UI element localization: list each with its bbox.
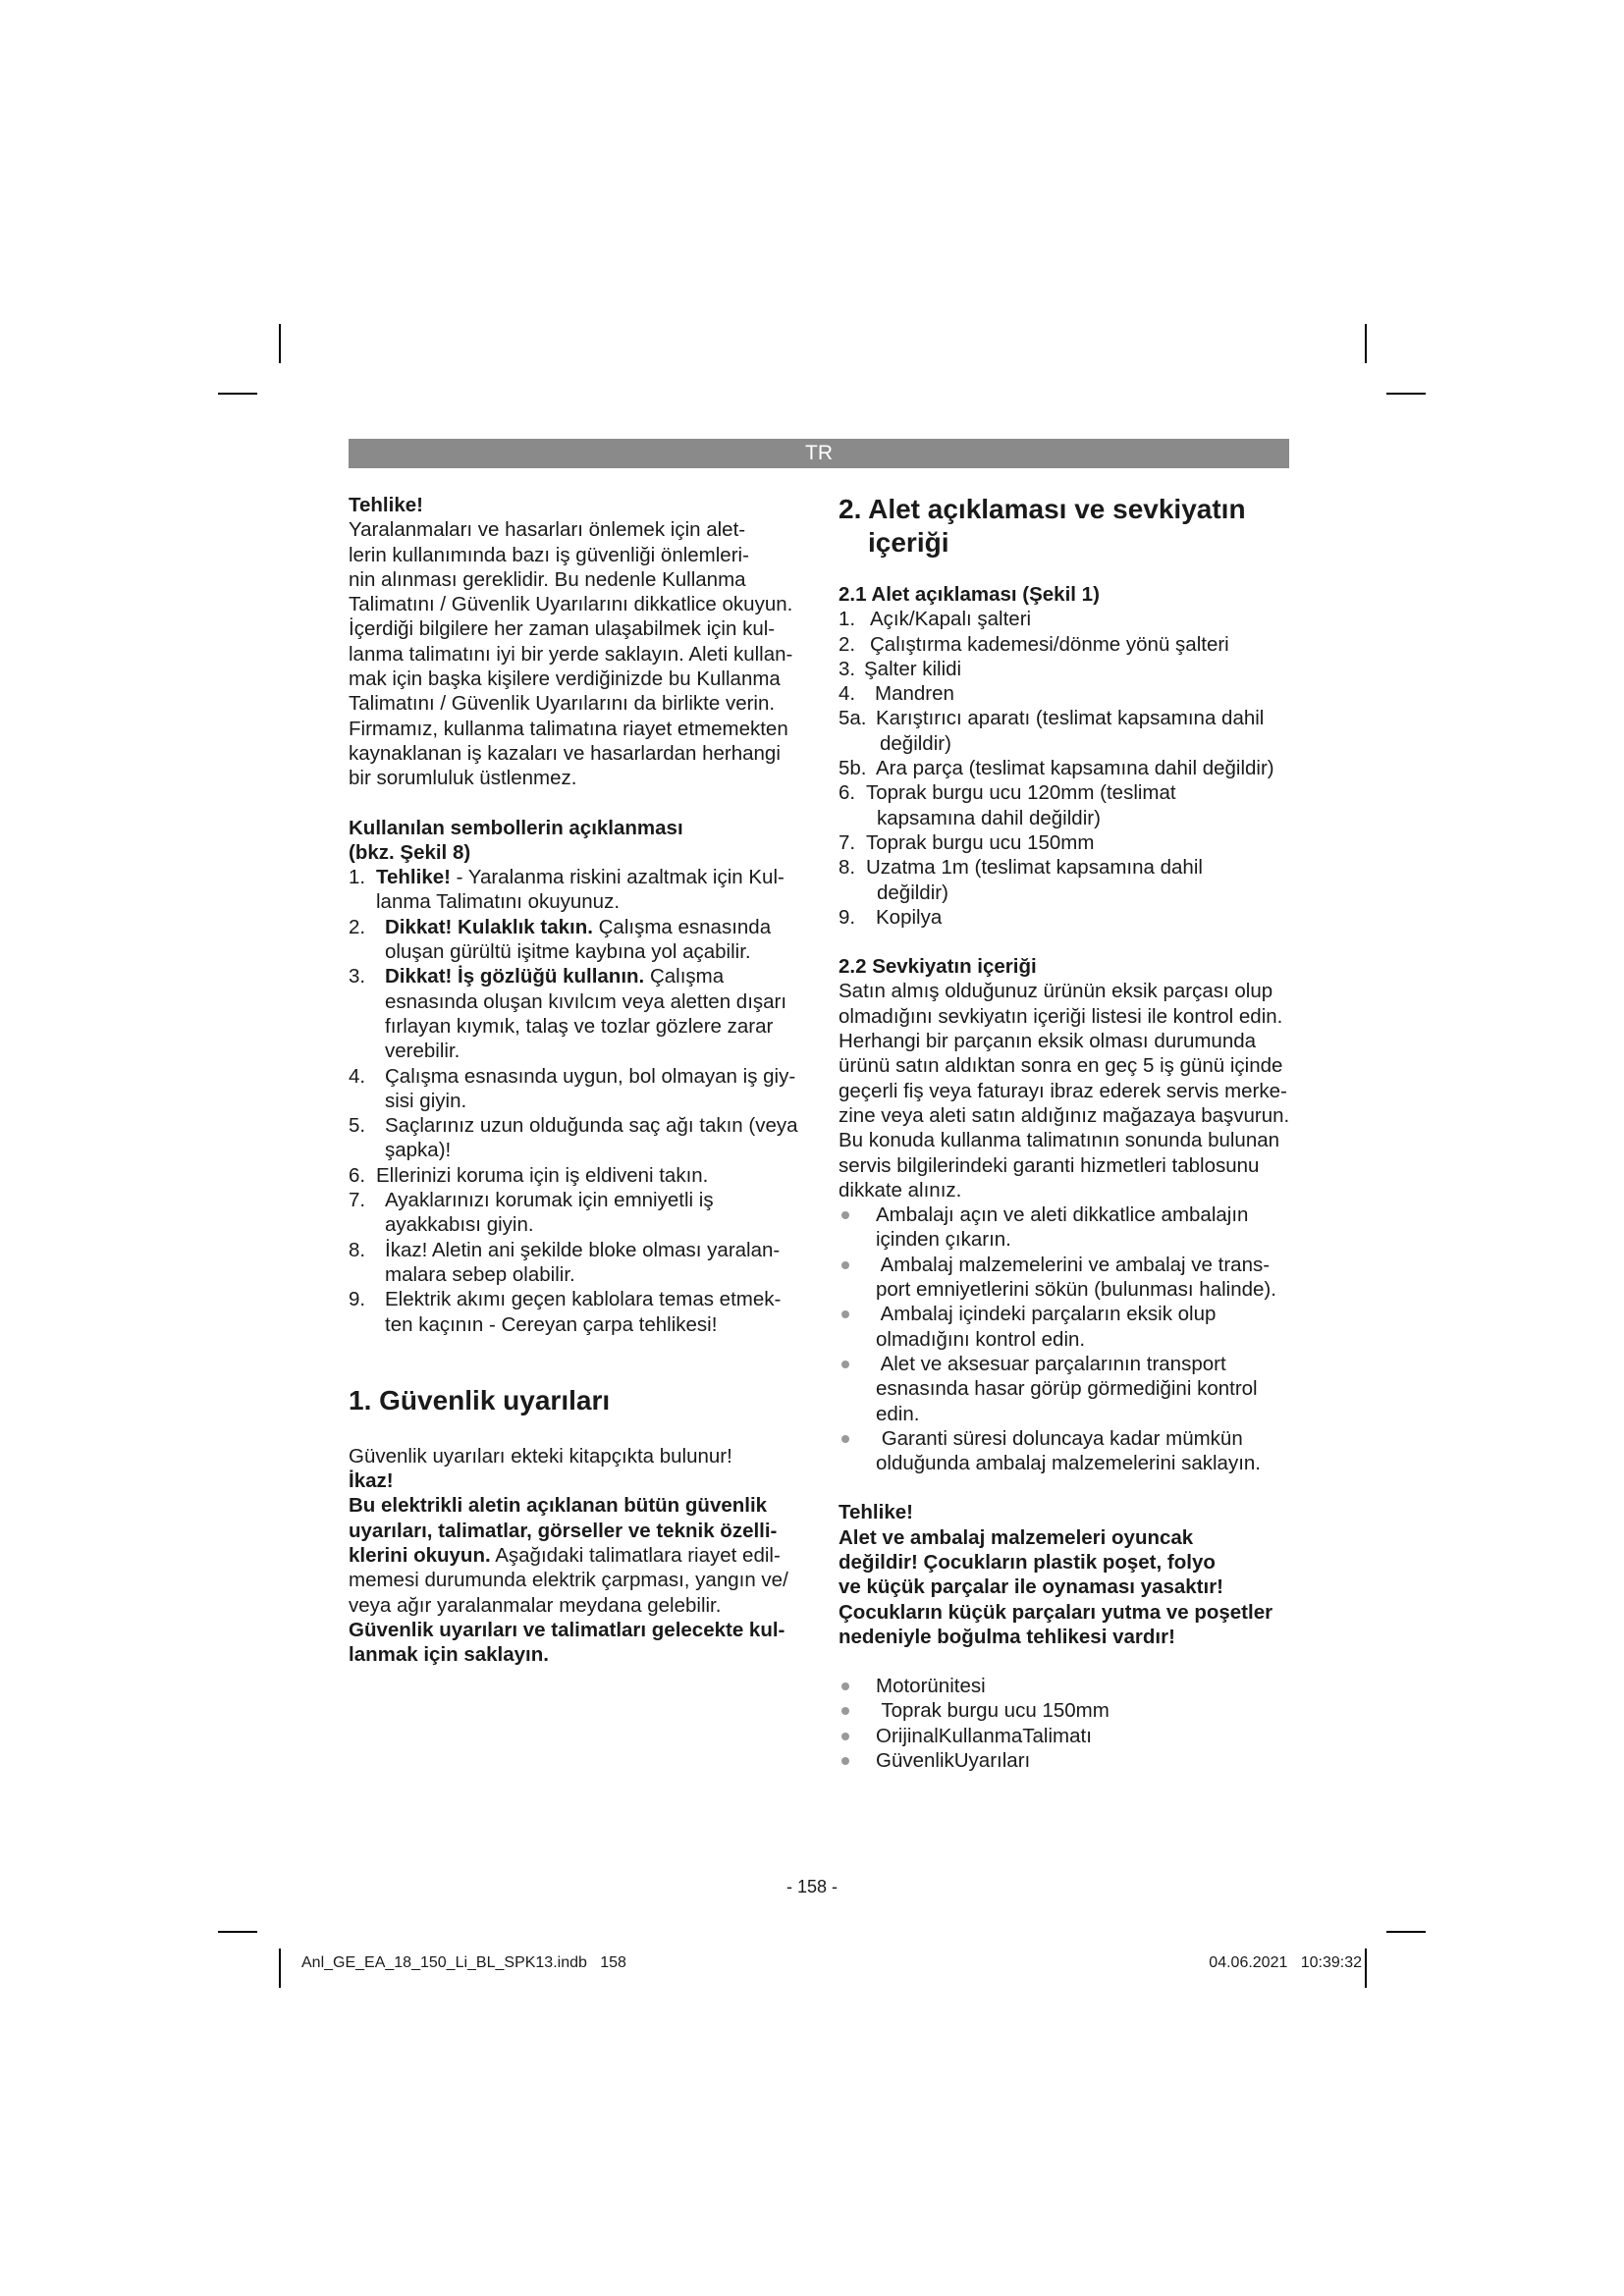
text-line: klerini okuyun.	[349, 1543, 491, 1567]
text-line: Firmamız, kullanma talimatına riayet etmemekten	[349, 717, 788, 740]
list-item	[839, 1352, 1300, 1426]
item-text: - Yaralanma riskini azaltmak için Kul-	[450, 866, 785, 889]
item-text: verebilir.	[385, 1040, 460, 1063]
list-item	[349, 915, 805, 965]
list-item	[349, 1064, 805, 1114]
list-item	[349, 1238, 805, 1288]
crop-mark	[218, 393, 257, 395]
item-text: Şalter kilidi	[864, 657, 962, 680]
item-number: 2.	[349, 915, 366, 938]
text-line: Alet ve ambalaj malzemeleri oyuncak	[839, 1525, 1194, 1549]
warning-label: İkaz!	[349, 1469, 394, 1493]
item-text: Ara parça (teslimat kapsamına dahil değildir)	[876, 757, 1274, 780]
item-text: port emniyetlerini sökün (bulunması halinde).	[876, 1278, 1276, 1302]
left-column	[349, 493, 805, 1667]
language-label: TR	[805, 442, 833, 464]
danger-paragraph	[349, 517, 805, 790]
bullet-icon	[841, 1707, 849, 1715]
item-text: Çalıştırma kademesi/dönme yönü şalteri	[870, 632, 1229, 656]
list-item	[839, 1748, 1300, 1773]
item-text: Uzatma 1m (teslimat kapsamına dahil	[866, 856, 1203, 880]
text-line: ve küçük parçalar ile oynaması yasaktır!	[839, 1575, 1224, 1599]
crop-mark	[279, 1949, 281, 1988]
item-text: Garanti süresi doluncaya kadar mümkün	[876, 1426, 1243, 1450]
section-heading: 2. Alet açıklaması ve sevkiyatın	[839, 494, 1246, 524]
item-text: GüvenlikUyarıları	[876, 1749, 1031, 1773]
crop-mark	[1365, 324, 1367, 363]
text-line: veya ağır yaralanmalar meydana gelebilir.	[349, 1593, 722, 1617]
item-text: Açık/Kapalı şalteri	[870, 608, 1032, 631]
list-item	[349, 1163, 805, 1188]
list-item	[839, 1724, 1300, 1748]
list-item	[839, 855, 1300, 905]
text-line: lanmak için saklayın.	[349, 1643, 549, 1667]
item-text: içinden çıkarın.	[876, 1228, 1011, 1252]
item-text: sisi giyin.	[385, 1089, 467, 1112]
list-item	[349, 1188, 805, 1238]
text-line: değildir! Çocukların plastik poşet, folyo	[839, 1550, 1216, 1574]
crop-mark	[1365, 1949, 1367, 1988]
text-line: Talimatını / Güvenlik Uyarılarını dikkatlice okuyun.	[349, 593, 793, 616]
item-text: Toprak burgu ucu 120mm (teslimat	[866, 781, 1176, 805]
text-line: geçerli fiş veya faturayı ibraz ederek servis merke-	[839, 1079, 1287, 1102]
item-text: esnasında oluşan kıvılcım veya aletten dışarı	[385, 989, 787, 1013]
list-item	[839, 632, 1300, 657]
item-text: malara sebep olabilir.	[385, 1262, 575, 1286]
item-text: Çalışma	[644, 965, 725, 988]
text-line: Bu elektrikli aletin açıklanan bütün güvenlik	[349, 1494, 768, 1518]
item-text: oluşan gürültü işitme kaybına yol açabilir.	[385, 940, 751, 964]
list-item	[839, 1302, 1300, 1352]
item-text: değildir)	[880, 731, 951, 755]
list-item	[839, 706, 1300, 756]
item-text: kapsamına dahil değildir)	[877, 806, 1101, 829]
item-text: OrijinalKullanmaTalimatı	[876, 1724, 1092, 1747]
text-line: İçerdiği bilgilere her zaman ulaşabilmek için kul-	[349, 617, 776, 641]
page-number: - 158 -	[785, 1877, 839, 1896]
item-number: 9.	[349, 1288, 366, 1311]
text-line: Çocukların küçük parçaları yutma ve poşetler	[839, 1600, 1273, 1624]
list-item	[839, 1253, 1300, 1303]
item-text: Toprak burgu ucu 150mm	[876, 1699, 1110, 1723]
text-line: nedeniyle boğulma tehlikesi vardır!	[839, 1625, 1175, 1648]
item-text: Ellerinizi koruma için iş eldiveni takın.	[376, 1163, 709, 1187]
section-heading-cont: içeriği	[868, 527, 949, 558]
text-line: nin alınması gereklidir. Bu nedenle Kullanma	[349, 567, 746, 591]
item-number: 3.	[349, 965, 366, 988]
item-bold: Dikkat! Kulaklık takın.	[385, 915, 593, 938]
item-text: şapka)!	[385, 1139, 452, 1162]
symbols-heading-ref: (bkz. Şekil 8)	[349, 840, 471, 864]
scope-bullet-list	[839, 1202, 1300, 1475]
item-text: Çalışma esnasında uygun, bol olmayan iş giy-	[385, 1064, 796, 1088]
contents-list	[839, 1674, 1300, 1773]
symbols-list	[349, 865, 805, 1337]
text-line: bir sorumluluk üstlenmez.	[349, 767, 577, 790]
text-line: Güvenlik uyarıları ve talimatları gelecekte kul-	[349, 1618, 785, 1641]
item-text: Ambalajı açın ve aleti dikkatlice ambalajın	[876, 1203, 1249, 1227]
item-text: Alet ve aksesuar parçalarının transport	[876, 1352, 1226, 1375]
item-number: 6.	[839, 781, 856, 805]
item-number: 1.	[349, 866, 366, 889]
list-item	[839, 830, 1300, 855]
item-text: Toprak burgu ucu 150mm	[866, 830, 1095, 854]
bullet-icon	[841, 1310, 849, 1318]
text-line: mak için başka kişilere verdiğinizde bu Kullanma	[349, 667, 781, 691]
text-line: memesi durumunda elektrik çarpması, yangın ve/	[349, 1569, 788, 1592]
text-line: lanma talimatını iyi bir yerde saklayın. Aleti kullan-	[349, 642, 793, 666]
item-number: 6.	[349, 1163, 366, 1187]
symbols-heading: Kullanılan sembollerin açıklanması	[349, 816, 683, 839]
scope-paragraph	[839, 979, 1300, 1202]
right-column	[839, 493, 1300, 1773]
text-line: kaynaklanan iş kazaları ve hasarlardan herhangi	[349, 741, 781, 765]
item-number: 5.	[349, 1114, 366, 1138]
list-item	[349, 964, 805, 1063]
bullet-icon	[841, 1757, 849, 1765]
list-item	[839, 1698, 1300, 1723]
text-line: Satın almış olduğunuz ürünün eksik parçası olup	[839, 980, 1273, 1003]
item-number: 3.	[839, 657, 856, 680]
text-line: dikkate alınız.	[839, 1178, 962, 1201]
list-item	[349, 1287, 805, 1337]
bullet-icon	[841, 1682, 849, 1690]
item-text: olmadığını kontrol edin.	[876, 1327, 1086, 1351]
item-number: 8.	[349, 1238, 366, 1261]
item-text: Mandren	[875, 682, 954, 706]
item-number: 7.	[839, 830, 856, 854]
crop-mark	[1386, 393, 1426, 395]
item-text: Kopilya	[876, 905, 943, 929]
list-item	[839, 756, 1300, 780]
list-item	[839, 780, 1300, 830]
crop-mark	[218, 1931, 257, 1933]
item-number: 4.	[839, 682, 856, 706]
item-text: İkaz! Aletin ani şekilde bloke olması yaralan-	[385, 1238, 781, 1261]
item-bold: Dikkat! İş gözlüğü kullanın.	[385, 965, 645, 988]
bullet-icon	[841, 1211, 849, 1219]
item-text: Motorünitesi	[876, 1675, 986, 1698]
text-line: Talimatını / Güvenlik Uyarılarını da birlikte verin.	[349, 692, 776, 716]
item-text: lanma Talimatını okuyunuz.	[376, 890, 621, 914]
text-line: servis bilgilerindeki garanti hizmetleri tablosunu	[839, 1153, 1260, 1177]
list-item	[839, 905, 1300, 930]
list-item	[839, 657, 1300, 681]
item-text: ayakkabısı giyin.	[385, 1213, 534, 1237]
item-number: 4.	[349, 1064, 366, 1088]
text-line: Aşağıdaki talimatlara riayet edil-	[490, 1543, 781, 1567]
item-number: 5b.	[839, 757, 867, 780]
item-text: fırlayan kıymık, talaş ve tozlar gözlere zarar	[385, 1014, 774, 1038]
item-text: olduğunda ambalaj malzemelerini saklayın.	[876, 1452, 1261, 1475]
item-text: ten kaçının - Cereyan çarpa tehlikesi!	[385, 1312, 718, 1336]
item-number: 1.	[839, 608, 856, 631]
item-text: Karıştırıcı aparatı (teslimat kapsamına dahil	[876, 707, 1265, 730]
safety-heading: 1. Güvenlik uyarıları	[349, 1384, 611, 1415]
item-bold: Tehlike!	[376, 866, 451, 889]
language-header-bar	[349, 439, 1289, 468]
text-line: ürünü satın aldıktan sonra en geç 5 iş günü içinde	[839, 1054, 1283, 1078]
item-text: değildir)	[877, 881, 948, 904]
item-text: edin.	[876, 1402, 920, 1425]
item-number: 9.	[839, 905, 856, 929]
text-line: uyarıları, talimatlar, görseller ve teknik özelli-	[349, 1519, 778, 1542]
list-item	[839, 1426, 1300, 1476]
footer-file-info: Anl_GE_EA_18_150_Li_BL_SPK13.indb 158	[301, 1954, 626, 1971]
list-item	[839, 607, 1300, 631]
item-text: Ambalaj malzemelerini ve ambalaj ve trans-	[876, 1253, 1271, 1276]
list-item	[349, 865, 805, 915]
bullet-icon	[841, 1261, 849, 1269]
description-heading: 2.1 Alet açıklaması (Şekil 1)	[839, 583, 1100, 606]
item-text: esnasında hasar görüp görmediğini kontrol	[876, 1377, 1258, 1401]
list-item	[839, 681, 1300, 706]
description-list	[839, 607, 1300, 930]
text-line: Yaralanmaları ve hasarları önlemek için alet-	[349, 518, 746, 542]
footer-timestamp: 04.06.2021 10:39:32	[1209, 1954, 1362, 1971]
item-number: 5a.	[839, 707, 867, 730]
scope-heading: 2.2 Sevkiyatın içeriği	[839, 955, 1037, 979]
bullet-icon	[841, 1361, 849, 1368]
crop-mark	[279, 324, 281, 363]
safety-note: Güvenlik uyarıları ekteki kitapçıkta bulunur!	[349, 1444, 732, 1468]
item-number: 7.	[349, 1189, 366, 1212]
bullet-icon	[841, 1733, 849, 1740]
danger-title: Tehlike!	[839, 1501, 913, 1524]
bullet-icon	[841, 1435, 849, 1443]
item-text: Saçlarınız uzun olduğunda saç ağı takın (veya	[385, 1114, 798, 1138]
item-text: Ambalaj içindeki parçaların eksik olup	[876, 1303, 1217, 1326]
text-line: Herhangi bir parçanın eksik olması durumunda	[839, 1030, 1257, 1053]
text-line: olmadığını sevkiyatın içeriği listesi ile kontrol edin.	[839, 1004, 1283, 1028]
crop-mark	[1386, 1931, 1426, 1933]
text-line: lerin kullanımında bazı iş güvenliği önlemleri-	[349, 543, 749, 566]
list-item	[839, 1674, 1300, 1698]
danger-title: Tehlike!	[349, 494, 423, 516]
text-line: zine veya aleti satın aldığınız mağazaya başvurun.	[839, 1103, 1290, 1127]
item-number: 8.	[839, 856, 856, 880]
text-line: Bu konuda kullanma talimatının sonunda bulunan	[839, 1129, 1280, 1152]
item-text: Çalışma esnasında	[592, 915, 772, 938]
list-item	[349, 1113, 805, 1163]
item-number: 2.	[839, 632, 856, 656]
list-item	[839, 1202, 1300, 1253]
item-text: Ayaklarınızı korumak için emniyetli iş	[385, 1189, 714, 1212]
item-text: Elektrik akımı geçen kablolara temas etmek-	[385, 1288, 782, 1311]
